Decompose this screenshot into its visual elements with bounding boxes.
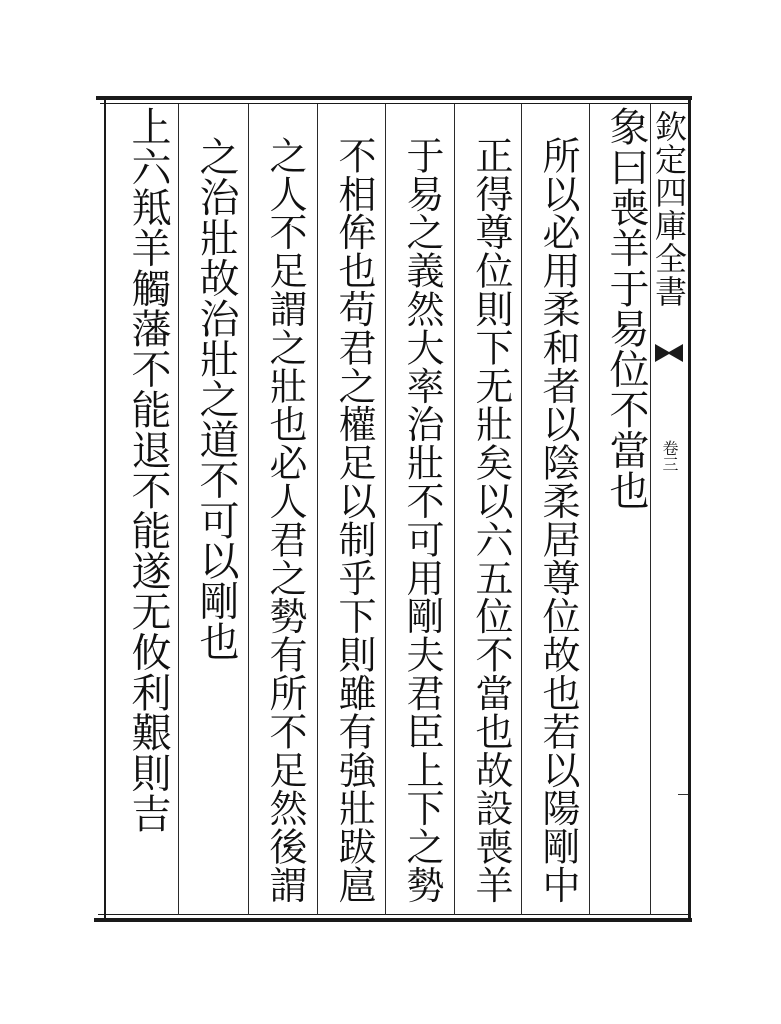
text-column: 象曰喪羊于易位不當也	[603, 106, 649, 510]
frame-right-rule	[688, 100, 691, 918]
column-divider	[248, 104, 249, 915]
text-column: 上六羝羊觸藩不能退不能遂无攸利艱則吉	[125, 106, 171, 834]
frame-bottom-rule	[94, 918, 692, 922]
column-divider	[454, 104, 455, 915]
fish-tail-mark-icon	[654, 342, 684, 364]
column-divider	[178, 104, 179, 915]
column-divider	[317, 104, 318, 915]
frame-top-inner-rule	[100, 103, 688, 104]
book-title: 欽定四庫全書	[650, 110, 688, 308]
text-column: 正得尊位則下无壯矣以六五位不當也故設喪羊	[469, 136, 513, 904]
frame-left-rule	[104, 100, 106, 918]
text-column: 之人不足謂之壯也必人君之勢有所不足然後謂	[263, 136, 307, 904]
column-divider	[589, 104, 590, 915]
frame-bottom-inner-rule	[98, 914, 688, 915]
text-column: 之治壯故治壯之道不可以剛也	[193, 136, 239, 662]
frame-top-rule	[96, 96, 692, 100]
margin-tick	[678, 794, 688, 795]
column-divider	[385, 104, 386, 915]
text-column: 不相侔也苟君之權足以制乎下則雖有強壯跋扈	[332, 136, 376, 904]
text-column: 于易之義然大率治壯不可用剛夫君臣上下之勢	[400, 136, 444, 904]
text-column: 所以必用柔和者以陰柔居尊位故也若以陽剛中	[536, 136, 580, 904]
column-divider	[521, 104, 522, 915]
volume-label: 卷三	[660, 440, 679, 472]
